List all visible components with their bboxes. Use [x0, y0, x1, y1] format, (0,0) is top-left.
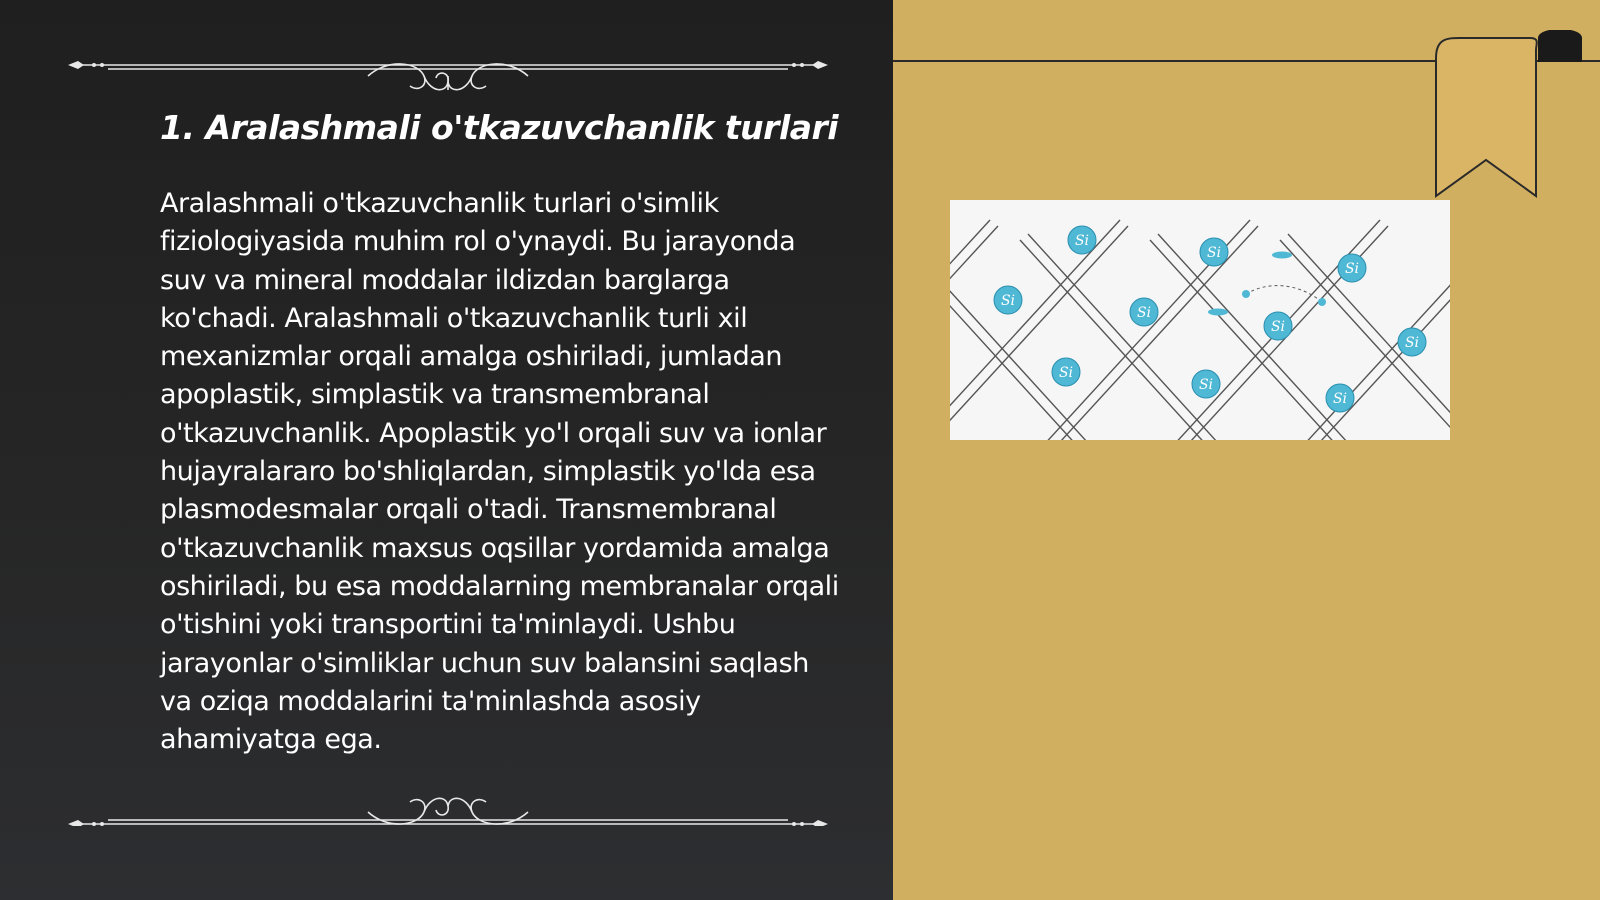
si-atom [1052, 358, 1080, 386]
svg-text:Si: Si [1058, 365, 1074, 381]
si-atom [1200, 238, 1228, 266]
svg-text:Si: Si [1270, 319, 1286, 335]
svg-text:Si: Si [1206, 245, 1222, 261]
silicon-lattice-diagram [950, 200, 1450, 440]
electron-mark [1208, 309, 1228, 316]
hole-dot [1242, 290, 1250, 298]
svg-text:Si: Si [1074, 233, 1090, 249]
si-atom [1326, 384, 1354, 412]
si-atom [1398, 328, 1426, 356]
slide-title: 1. Aralashmali o'tkazuvchanlik turlari [160, 108, 839, 147]
svg-text:Si: Si [1404, 335, 1420, 351]
svg-text:Si: Si [1332, 391, 1348, 407]
bottom-ornament-divider [68, 776, 828, 826]
si-atom [1338, 254, 1366, 282]
si-atom [1264, 312, 1292, 340]
lattice-svg [950, 200, 1450, 440]
electron-path [1246, 286, 1322, 302]
si-atom [1192, 370, 1220, 398]
si-atom [1068, 226, 1096, 254]
bookmark-ribbon-icon [1430, 30, 1600, 200]
svg-text:Si: Si [1000, 293, 1016, 309]
top-ornament-divider [68, 46, 828, 96]
slide-body-text: Aralashmali o'tkazuvchanlik turlari o'simlik fiziologiyasida muhim rol o'ynaydi. Bu jarayonda suv va mineral moddalar ildizdan barglarga ko'chadi. Aralashmali o'tkazuvchanlik turli xil mexanizmlar orqali amalga oshiriladi, jumladan apoplastik, simplastik va transmembranal o'tkazuvchanlik. Apoplastik yo'l orqali suv va ionlar hujayralararo bo'shliqlardan, simplastik yo'lda esa plasmodesmalar orqali o'tadi. Transmembranal o'tkazuvchanlik maxsus oqsillar yordamida amalga oshiriladi, bu esa moddalarning membranalar orqali o'tishini yoki transportini ta'minlaydi. Ushbu jarayonlar o'simliklar uchun suv balansini saqlash va oziqa moddalarini ta'minlashda asosiy ahamiyatga ega. [160, 188, 839, 756]
svg-text:Si: Si [1344, 261, 1360, 277]
svg-text:Si: Si [1198, 377, 1214, 393]
si-atom [994, 286, 1022, 314]
electron-mark [1272, 252, 1292, 259]
svg-text:Si: Si [1136, 305, 1152, 321]
si-atom [1130, 298, 1158, 326]
hole-dot [1318, 298, 1326, 306]
